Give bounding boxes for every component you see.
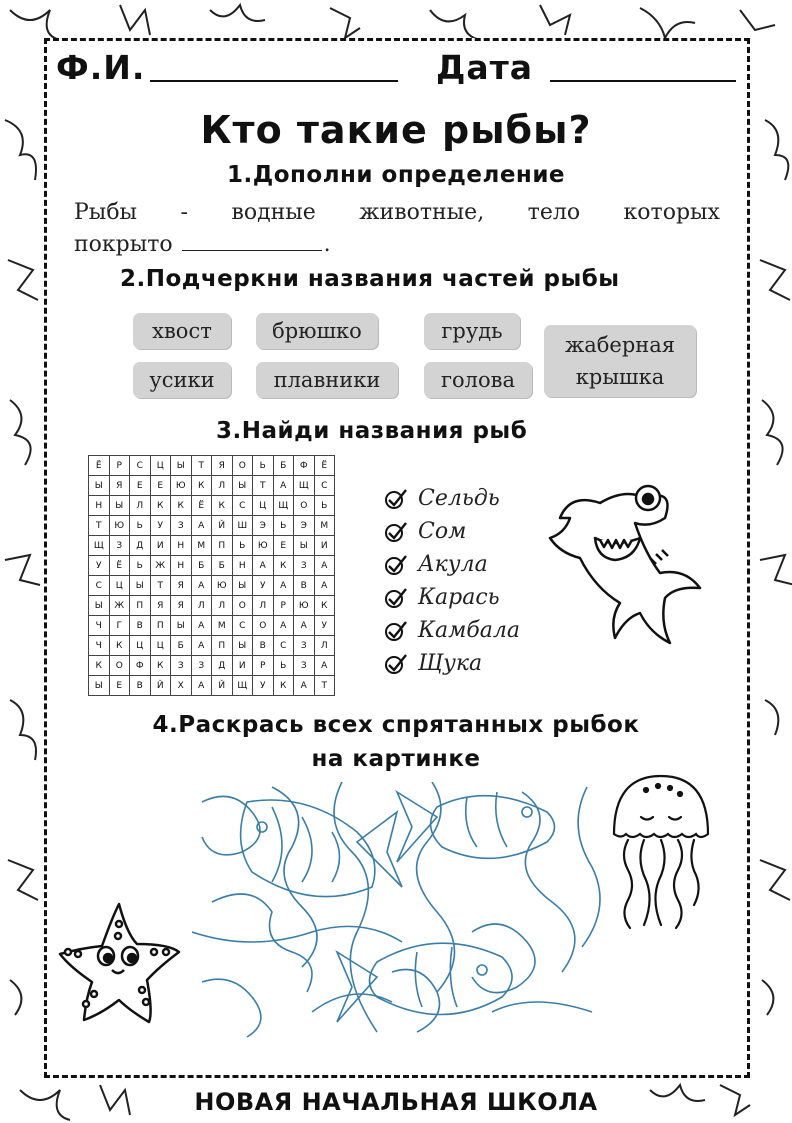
grid-cell[interactable]: А bbox=[191, 616, 212, 636]
grid-cell[interactable]: Ь bbox=[314, 496, 335, 516]
grid-cell[interactable]: Е bbox=[109, 676, 130, 696]
grid-cell[interactable]: Щ bbox=[294, 476, 315, 496]
grid-cell[interactable]: Д bbox=[212, 656, 233, 676]
grid-cell[interactable]: К bbox=[109, 636, 130, 656]
grid-cell[interactable]: М bbox=[314, 516, 335, 536]
grid-cell[interactable]: А bbox=[191, 516, 212, 536]
grid-cell[interactable]: Н bbox=[89, 496, 110, 516]
jellyfish-icon bbox=[606, 772, 716, 932]
grid-cell[interactable]: Л bbox=[253, 596, 274, 616]
fish-word-item bbox=[384, 548, 520, 581]
grid-cell[interactable]: Я bbox=[150, 596, 171, 616]
grid-cell[interactable]: Я bbox=[171, 576, 192, 596]
grid-cell[interactable]: Ц bbox=[130, 636, 151, 656]
grid-cell[interactable]: Ё bbox=[89, 456, 110, 476]
grid-cell[interactable]: У bbox=[314, 616, 335, 636]
grid-cell[interactable]: И bbox=[314, 536, 335, 556]
grid-cell[interactable]: А bbox=[191, 636, 212, 656]
fish-word: Камбала bbox=[418, 618, 521, 643]
grid-cell[interactable]: С bbox=[89, 576, 110, 596]
grid-row bbox=[89, 576, 335, 596]
hidden-fish-coloring-picture[interactable] bbox=[192, 782, 602, 1040]
word-search-grid[interactable] bbox=[88, 455, 335, 696]
grid-cell[interactable]: В bbox=[130, 616, 151, 636]
definition-word: покрыто bbox=[74, 232, 173, 257]
grid-cell[interactable]: Ж bbox=[150, 556, 171, 576]
grid-cell[interactable]: К bbox=[171, 496, 192, 516]
grid-cell[interactable]: Щ bbox=[89, 536, 110, 556]
grid-cell[interactable]: А bbox=[191, 576, 212, 596]
grid-cell[interactable]: Э bbox=[294, 516, 315, 536]
grid-cell[interactable]: А bbox=[294, 616, 315, 636]
grid-row bbox=[89, 616, 335, 636]
grid-cell[interactable]: А bbox=[191, 676, 212, 696]
fish-word-item bbox=[384, 482, 520, 515]
check-icon bbox=[384, 620, 408, 642]
chip-line: жаберная bbox=[564, 333, 676, 357]
grid-cell[interactable]: А bbox=[273, 476, 294, 496]
grid-cell[interactable]: Ч bbox=[89, 616, 110, 636]
grid-cell[interactable]: Ы bbox=[89, 676, 110, 696]
grid-cell[interactable]: Ю bbox=[212, 576, 233, 596]
grid-cell[interactable]: Н bbox=[232, 556, 253, 576]
grid-row bbox=[89, 636, 335, 656]
grid-cell[interactable]: Ы bbox=[171, 616, 192, 636]
task4-heading-line-1: 4.Раскрась всех спрятанных рыбок bbox=[152, 712, 640, 738]
grid-cell[interactable]: Е bbox=[130, 476, 151, 496]
grid-row bbox=[89, 476, 335, 496]
grid-cell[interactable]: Т bbox=[150, 576, 171, 596]
answer-blank[interactable] bbox=[182, 232, 322, 251]
grid-cell[interactable]: Ь bbox=[130, 516, 151, 536]
grid-cell[interactable]: И bbox=[232, 656, 253, 676]
definition-row-2 bbox=[74, 232, 720, 257]
grid-cell[interactable]: Я bbox=[171, 596, 192, 616]
grid-cell[interactable]: А bbox=[273, 576, 294, 596]
grid-cell[interactable]: Х bbox=[171, 676, 192, 696]
grid-cell[interactable]: К bbox=[191, 476, 212, 496]
grid-cell[interactable]: Ь bbox=[273, 656, 294, 676]
grid-cell[interactable]: Ь bbox=[273, 516, 294, 536]
grid-cell[interactable]: О bbox=[109, 656, 130, 676]
grid-cell[interactable]: Я bbox=[109, 476, 130, 496]
grid-cell[interactable]: З bbox=[294, 656, 315, 676]
grid-cell[interactable]: А bbox=[314, 576, 335, 596]
grid-cell[interactable]: К bbox=[212, 496, 233, 516]
fish-word-item bbox=[384, 614, 520, 647]
grid-cell[interactable]: Ю bbox=[171, 476, 192, 496]
grid-cell[interactable]: Р bbox=[109, 456, 130, 476]
fish-part-chip[interactable]: грудь bbox=[424, 313, 520, 349]
definition-word: - bbox=[180, 200, 188, 225]
definition-word: водные bbox=[231, 200, 316, 225]
grid-cell[interactable]: В bbox=[130, 676, 151, 696]
grid-cell[interactable]: Ь bbox=[232, 536, 253, 556]
grid-cell[interactable]: З bbox=[109, 536, 130, 556]
fish-word: Сом bbox=[418, 519, 467, 544]
grid-row bbox=[89, 496, 335, 516]
grid-cell[interactable]: Ю bbox=[294, 596, 315, 616]
fish-word: Щука bbox=[418, 651, 483, 676]
grid-cell[interactable]: С bbox=[232, 496, 253, 516]
grid-cell[interactable]: К bbox=[89, 656, 110, 676]
grid-cell[interactable]: Ч bbox=[89, 636, 110, 656]
grid-cell[interactable]: Б bbox=[273, 456, 294, 476]
definition-word: животные, bbox=[359, 200, 485, 225]
grid-cell[interactable]: Э bbox=[253, 516, 274, 536]
grid-cell[interactable]: С bbox=[314, 476, 335, 496]
grid-cell[interactable]: Ь bbox=[253, 456, 274, 476]
grid-cell[interactable]: Е bbox=[273, 536, 294, 556]
check-icon bbox=[384, 653, 408, 675]
grid-cell[interactable]: И bbox=[150, 536, 171, 556]
name-label: Ф.И. bbox=[56, 48, 146, 87]
grid-cell[interactable]: В bbox=[253, 636, 274, 656]
fish-word-item bbox=[384, 515, 520, 548]
grid-cell[interactable]: Н bbox=[171, 556, 192, 576]
grid-cell[interactable]: З bbox=[294, 556, 315, 576]
grid-cell[interactable]: Т bbox=[191, 456, 212, 476]
fish-part-chip[interactable]: брюшко bbox=[256, 313, 378, 349]
grid-cell[interactable]: К bbox=[314, 596, 335, 616]
grid-cell[interactable]: У bbox=[89, 556, 110, 576]
grid-cell[interactable]: У bbox=[150, 516, 171, 536]
fish-word-item bbox=[384, 581, 520, 614]
grid-cell[interactable]: О bbox=[232, 596, 253, 616]
grid-cell[interactable]: Л bbox=[130, 496, 151, 516]
check-icon bbox=[384, 587, 408, 609]
grid-cell[interactable]: У bbox=[253, 676, 274, 696]
grid-cell[interactable]: П bbox=[130, 596, 151, 616]
grid-cell[interactable]: Й bbox=[212, 516, 233, 536]
grid-cell[interactable]: Г bbox=[109, 616, 130, 636]
grid-cell[interactable]: Ю bbox=[109, 516, 130, 536]
definition-word: тело bbox=[527, 200, 581, 225]
grid-cell[interactable]: С bbox=[273, 636, 294, 656]
grid-cell[interactable]: Ы bbox=[89, 476, 110, 496]
grid-cell[interactable]: А bbox=[273, 616, 294, 636]
grid-cell[interactable]: М bbox=[191, 536, 212, 556]
definition-word: которых bbox=[623, 200, 720, 225]
grid-cell[interactable]: Ы bbox=[109, 496, 130, 516]
grid-cell[interactable]: Ё bbox=[191, 496, 212, 516]
grid-cell[interactable]: А bbox=[314, 656, 335, 676]
grid-cell[interactable]: З bbox=[171, 656, 192, 676]
date-label: Дата bbox=[436, 48, 534, 87]
grid-row bbox=[89, 676, 335, 696]
grid-cell[interactable]: О bbox=[232, 456, 253, 476]
grid-cell[interactable]: А bbox=[314, 556, 335, 576]
grid-cell[interactable]: Ш bbox=[232, 516, 253, 536]
grid-cell[interactable]: Ы bbox=[171, 456, 192, 476]
grid-cell[interactable]: Е bbox=[150, 476, 171, 496]
grid-cell[interactable]: Я bbox=[212, 456, 233, 476]
grid-cell[interactable]: З bbox=[294, 636, 315, 656]
fish-word: Акула bbox=[418, 552, 488, 577]
page-title: Кто такие рыбы? bbox=[200, 108, 592, 152]
grid-cell[interactable]: Ц bbox=[109, 576, 130, 596]
grid-cell[interactable]: З bbox=[191, 656, 212, 676]
grid-row bbox=[89, 516, 335, 536]
fish-word-list bbox=[384, 482, 520, 680]
fish-word: Сельдь bbox=[418, 486, 500, 511]
grid-cell[interactable]: Л bbox=[314, 636, 335, 656]
grid-cell[interactable]: Ы bbox=[232, 576, 253, 596]
check-icon bbox=[384, 554, 408, 576]
grid-cell[interactable]: Ё bbox=[109, 556, 130, 576]
grid-cell[interactable]: Л bbox=[191, 596, 212, 616]
grid-cell[interactable]: Щ bbox=[232, 676, 253, 696]
grid-cell[interactable]: Р bbox=[253, 656, 274, 676]
check-icon bbox=[384, 521, 408, 543]
definition-period: . bbox=[323, 232, 331, 257]
grid-cell[interactable]: Й bbox=[150, 676, 171, 696]
definition-row-1 bbox=[74, 200, 720, 225]
grid-cell[interactable]: Т bbox=[89, 516, 110, 536]
grid-cell[interactable]: Ы bbox=[232, 476, 253, 496]
task2-heading: 2.Подчеркни названия частей рыбы bbox=[120, 266, 620, 292]
check-icon bbox=[384, 488, 408, 510]
grid-cell[interactable]: Ц bbox=[150, 636, 171, 656]
grid-cell[interactable]: Н bbox=[171, 536, 192, 556]
grid-cell[interactable]: К bbox=[273, 556, 294, 576]
grid-cell[interactable]: Ы bbox=[130, 576, 151, 596]
grid-cell[interactable]: К bbox=[273, 676, 294, 696]
grid-row bbox=[89, 556, 335, 576]
grid-row bbox=[89, 596, 335, 616]
grid-cell[interactable]: З bbox=[171, 516, 192, 536]
grid-cell[interactable]: Ы bbox=[89, 596, 110, 616]
definition-word: Рыбы bbox=[74, 200, 138, 225]
fish-word: Карась bbox=[418, 585, 500, 610]
grid-cell[interactable]: Т bbox=[314, 676, 335, 696]
grid-cell[interactable]: О bbox=[294, 496, 315, 516]
fish-part-chip[interactable]: хвост bbox=[133, 313, 231, 349]
fish-part-chip-gill-cover[interactable] bbox=[544, 325, 696, 397]
grid-cell[interactable]: У bbox=[253, 576, 274, 596]
grid-cell[interactable]: О bbox=[253, 616, 274, 636]
grid-cell[interactable]: П bbox=[212, 536, 233, 556]
grid-cell[interactable]: Ц bbox=[150, 456, 171, 476]
grid-cell[interactable]: Б bbox=[171, 636, 192, 656]
grid-cell[interactable]: Д bbox=[130, 536, 151, 556]
hammerhead-shark-icon bbox=[540, 478, 720, 668]
grid-row bbox=[89, 536, 335, 556]
grid-cell[interactable]: М bbox=[212, 616, 233, 636]
grid-cell[interactable]: П bbox=[150, 616, 171, 636]
grid-cell[interactable]: Й bbox=[212, 676, 233, 696]
grid-cell[interactable]: К bbox=[150, 656, 171, 676]
grid-cell[interactable]: Л bbox=[212, 596, 233, 616]
grid-cell[interactable]: П bbox=[212, 636, 233, 656]
grid-cell[interactable]: Р bbox=[273, 596, 294, 616]
grid-cell[interactable]: Б bbox=[191, 556, 212, 576]
grid-cell[interactable]: К bbox=[150, 496, 171, 516]
grid-cell[interactable]: Ь bbox=[130, 556, 151, 576]
grid-cell[interactable]: Т bbox=[253, 476, 274, 496]
grid-cell[interactable]: Ы bbox=[294, 536, 315, 556]
fish-part-chip[interactable]: плавники bbox=[256, 362, 398, 398]
grid-cell[interactable]: С bbox=[130, 456, 151, 476]
fish-part-chip[interactable]: голова bbox=[424, 362, 532, 398]
grid-cell[interactable]: Ё bbox=[314, 456, 335, 476]
grid-cell[interactable]: Ж bbox=[109, 596, 130, 616]
name-field[interactable] bbox=[150, 80, 398, 82]
grid-row bbox=[89, 456, 335, 476]
grid-cell[interactable]: Ц bbox=[253, 496, 274, 516]
fish-part-chip[interactable]: усики bbox=[133, 362, 231, 398]
grid-cell[interactable]: В bbox=[294, 576, 315, 596]
grid-cell[interactable]: Щ bbox=[273, 496, 294, 516]
grid-cell[interactable]: С bbox=[232, 616, 253, 636]
grid-cell[interactable]: Ю bbox=[253, 536, 274, 556]
footer-school-name: НОВАЯ НАЧАЛЬНАЯ ШКОЛА bbox=[194, 1088, 598, 1116]
task1-heading: 1.Дополни определение bbox=[226, 162, 566, 188]
grid-cell[interactable]: Ф bbox=[130, 656, 151, 676]
task3-heading: 3.Найди названия рыб bbox=[216, 418, 528, 444]
grid-cell[interactable]: Ы bbox=[232, 636, 253, 656]
fish-word-item bbox=[384, 647, 520, 680]
task4-heading-line-2: на картинке bbox=[311, 746, 481, 772]
date-field[interactable] bbox=[550, 80, 736, 82]
chip-line: крышка bbox=[575, 365, 665, 389]
grid-cell[interactable]: Л bbox=[212, 476, 233, 496]
grid-row bbox=[89, 656, 335, 676]
starfish-icon bbox=[54, 898, 184, 1028]
grid-cell[interactable]: А bbox=[294, 676, 315, 696]
grid-cell[interactable]: Ф bbox=[294, 456, 315, 476]
grid-cell[interactable]: Б bbox=[212, 556, 233, 576]
grid-cell[interactable]: А bbox=[253, 556, 274, 576]
